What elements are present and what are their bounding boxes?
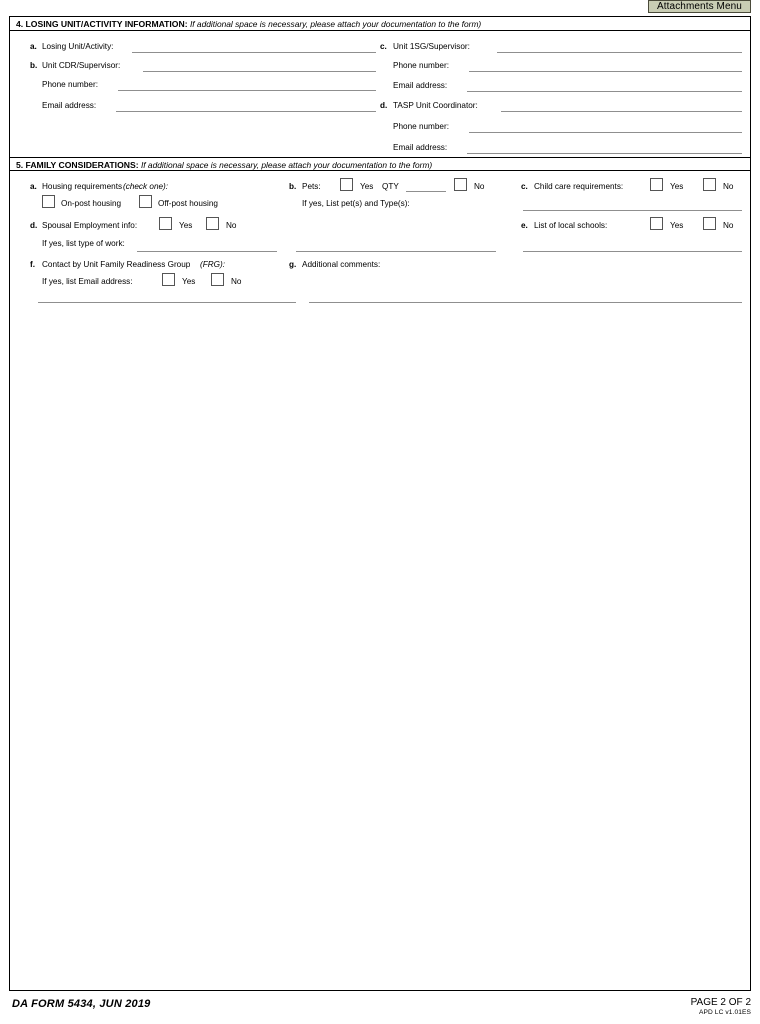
- sec5-pets-label: Pets:: [302, 182, 321, 191]
- sec5-checkbox-frg-yes[interactable]: [162, 273, 175, 286]
- sec5-pets-qty-input[interactable]: [406, 191, 446, 192]
- sec4-losing-unit-label: Losing Unit/Activity:: [42, 42, 114, 51]
- sec5-pets-list-label: If yes, List pet(s) and Type(s):: [302, 199, 410, 208]
- sec4-d-email-label: Email address:: [393, 143, 448, 152]
- section-4-hint: If additional space is necessary, please attach your documentation to the form): [189, 19, 482, 29]
- sec5-childcare-label: Child care requirements:: [534, 182, 624, 191]
- sec5-item-a-letter: a.: [30, 182, 37, 191]
- sec5-frg-yes-label: Yes: [182, 277, 196, 286]
- sec5-checkbox-spousal-yes[interactable]: [159, 217, 172, 230]
- sec5-additional-comments-input[interactable]: [309, 302, 742, 303]
- sec5-checkbox-frg-no[interactable]: [211, 273, 224, 286]
- section-5-hint: If additional space is necessary, please attach your documentation to the form): [140, 160, 433, 170]
- sec5-checkbox-pets-yes[interactable]: [340, 178, 353, 191]
- sec4-item-b-letter: b.: [30, 61, 38, 70]
- sec5-frg-email-input[interactable]: [38, 302, 296, 303]
- sec4-b-phone-label: Phone number:: [42, 80, 98, 89]
- sec5-item-g-letter: g.: [289, 260, 297, 269]
- sec5-additional-comments-label: Additional comments:: [302, 260, 381, 269]
- section-4-header: [10, 17, 750, 31]
- sec4-c-phone-label: Phone number:: [393, 61, 449, 70]
- sec4-b-email-input[interactable]: [116, 111, 376, 112]
- sec4-b-phone-input[interactable]: [118, 90, 376, 91]
- sec5-checkbox-off-post-housing[interactable]: [139, 195, 152, 208]
- footer-page-number: PAGE 2 OF 2: [690, 997, 751, 1008]
- sec4-b-email-label: Email address:: [42, 101, 97, 110]
- sec5-local-schools-label: List of local schools:: [534, 221, 608, 230]
- sec5-housing-hint: (check one):: [123, 182, 169, 191]
- sec5-off-post-housing-label: Off-post housing: [158, 199, 218, 208]
- sec5-on-post-housing-label: On-post housing: [61, 199, 122, 208]
- form-body: [9, 16, 751, 991]
- sec5-item-c-letter: c.: [521, 182, 528, 191]
- sec4-item-d-letter: d.: [380, 101, 388, 110]
- sec5-frg-no-label: No: [231, 277, 242, 286]
- sec4-unit-1sg-input[interactable]: [497, 52, 742, 53]
- sec5-spousal-employment-label: Spousal Employment info:: [42, 221, 138, 230]
- attachments-menu-button[interactable]: Attachments Menu: [648, 0, 751, 13]
- sec5-spousal-work-label: If yes, list type of work:: [42, 239, 125, 248]
- sec4-unit-cdr-input[interactable]: [143, 71, 376, 72]
- sec4-losing-unit-input[interactable]: [132, 52, 376, 53]
- sec5-spousal-no-label: No: [226, 221, 237, 230]
- sec5-housing-label: Housing requirements: [42, 182, 123, 191]
- sec5-schools-input[interactable]: [523, 251, 742, 252]
- sec4-d-email-input[interactable]: [467, 153, 742, 154]
- sec5-childcare-no-label: No: [723, 182, 734, 191]
- sec4-item-c-letter: c.: [380, 42, 387, 51]
- sec4-d-phone-input[interactable]: [469, 132, 742, 133]
- sec5-checkbox-childcare-no[interactable]: [703, 178, 716, 191]
- sec4-item-a-letter: a.: [30, 42, 37, 51]
- sec4-c-email-label: Email address:: [393, 81, 448, 90]
- sec5-childcare-yes-label: Yes: [670, 182, 684, 191]
- sec5-pets-yes-label: Yes: [360, 182, 374, 191]
- sec5-frg-email-label: If yes, list Email address:: [42, 277, 133, 286]
- sec5-item-f-letter: f.: [30, 260, 36, 269]
- sec5-checkbox-pets-no[interactable]: [454, 178, 467, 191]
- sec5-checkbox-schools-yes[interactable]: [650, 217, 663, 230]
- sec5-frg-abbrev: (FRG):: [200, 260, 226, 269]
- sec5-checkbox-spousal-no[interactable]: [206, 217, 219, 230]
- sec4-c-phone-input[interactable]: [469, 71, 742, 72]
- sec4-tasp-coordinator-input[interactable]: [501, 111, 742, 112]
- sec5-pets-qty-label: QTY: [382, 182, 399, 191]
- section-4-title: 4. LOSING UNIT/ACTIVITY INFORMATION:: [16, 19, 188, 29]
- sec5-item-b-letter: b.: [289, 182, 297, 191]
- sec5-frg-label: Contact by Unit Family Readiness Group: [42, 260, 191, 269]
- sec4-c-email-input[interactable]: [467, 91, 742, 92]
- footer-form-id: DA FORM 5434, JUN 2019: [12, 998, 151, 1010]
- sec5-schools-yes-label: Yes: [670, 221, 684, 230]
- sec5-checkbox-on-post-housing[interactable]: [42, 195, 55, 208]
- sec5-spousal-yes-label: Yes: [179, 221, 193, 230]
- footer-version: APD LC v1.01ES: [699, 1009, 751, 1016]
- sec4-unit-cdr-label: Unit CDR/Supervisor:: [42, 61, 121, 70]
- section-5-title: 5. FAMILY CONSIDERATIONS:: [16, 160, 139, 170]
- sec5-childcare-divider: [523, 210, 742, 211]
- section-5-header: [10, 157, 750, 171]
- sec5-spousal-work-input[interactable]: [137, 251, 277, 252]
- sec5-checkbox-childcare-yes[interactable]: [650, 178, 663, 191]
- sec5-pets-list-input[interactable]: [296, 251, 496, 252]
- sec5-item-e-letter: e.: [521, 221, 528, 230]
- sec4-unit-1sg-label: Unit 1SG/Supervisor:: [393, 42, 470, 51]
- sec4-d-phone-label: Phone number:: [393, 122, 449, 131]
- sec5-schools-no-label: No: [723, 221, 734, 230]
- sec4-tasp-coordinator-label: TASP Unit Coordinator:: [393, 101, 478, 110]
- sec5-checkbox-schools-no[interactable]: [703, 217, 716, 230]
- sec5-pets-no-label: No: [474, 182, 485, 191]
- sec5-item-d-letter: d.: [30, 221, 38, 230]
